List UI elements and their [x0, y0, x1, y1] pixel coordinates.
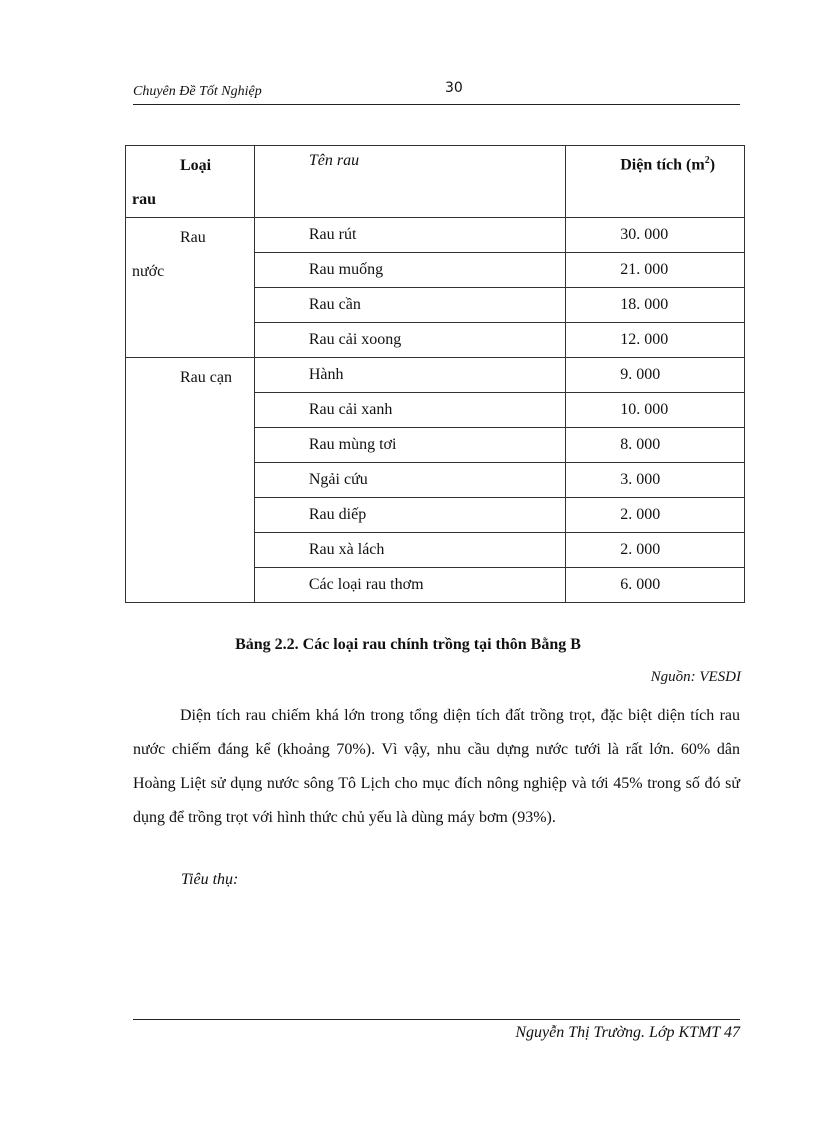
- area-cell: 18. 000: [566, 288, 745, 323]
- category-line2: nước: [132, 263, 165, 280]
- table-row: [126, 218, 745, 253]
- page-header: [133, 80, 740, 105]
- table-source: Nguồn: VESDI: [650, 669, 741, 685]
- area-cell: 30. 000: [566, 218, 745, 253]
- table-header-row: [126, 146, 745, 218]
- header-area-close: ): [709, 156, 716, 174]
- header-area-label: Diện tích (m: [620, 156, 705, 174]
- header-area-sup: 2: [704, 155, 710, 166]
- header-type-line1: Loại: [180, 157, 212, 174]
- category-line1: Rau: [180, 229, 206, 246]
- category-line1: Rau cạn: [180, 369, 232, 386]
- subheading: Tiêu thụ:: [181, 871, 239, 888]
- area-cell: 21. 000: [566, 253, 745, 288]
- area-cell: 10. 000: [566, 393, 745, 428]
- area-cell: 9. 000: [566, 358, 745, 393]
- header-vegetable-type: [126, 146, 255, 218]
- page-footer: [133, 1019, 740, 1041]
- vegetable-name-cell: Rau mùng tơi: [254, 428, 565, 463]
- page-number: 30: [445, 80, 463, 96]
- vegetable-name-cell: Ngải cứu: [254, 463, 565, 498]
- vegetable-name-cell: Rau cần: [254, 288, 565, 323]
- table-row: [126, 358, 745, 393]
- vegetable-name-cell: Rau cải xoong: [254, 323, 565, 358]
- vegetable-name-cell: Rau rút: [254, 218, 565, 253]
- table-caption: Bảng 2.2. Các loại rau chính trồng tại thôn Bằng B: [235, 636, 581, 653]
- header-type-line2: rau: [132, 191, 156, 208]
- header-title: Chuyên Đề Tốt Nghiệp: [133, 84, 262, 99]
- area-cell: 8. 000: [566, 428, 745, 463]
- area-cell: 3. 000: [566, 463, 745, 498]
- area-cell: 2. 000: [566, 533, 745, 568]
- vegetable-name-cell: Rau muống: [254, 253, 565, 288]
- category-cell: [126, 358, 255, 603]
- vegetable-name-cell: Rau diếp: [254, 498, 565, 533]
- vegetable-name-cell: Rau cải xanh: [254, 393, 565, 428]
- vegetable-name-cell: Hành: [254, 358, 565, 393]
- header-area: [566, 146, 745, 218]
- area-cell: 6. 000: [566, 568, 745, 603]
- vegetable-name-cell: Các loại rau thơm: [254, 568, 565, 603]
- vegetable-name-cell: Rau xà lách: [254, 533, 565, 568]
- header-vegetable-name: Tên rau: [254, 146, 565, 218]
- area-cell: 2. 000: [566, 498, 745, 533]
- category-cell: [126, 218, 255, 358]
- body-paragraph: Diện tích rau chiếm khá lớn trong tổng diện tích đất trồng trọt, đặc biệt diện tích rau nước chiếm đáng kể (khoảng 70%). Vì vậy, nhu cầu dựng nước tưới là rất lớn. 60% dân Hoàng Liệt sử dụng nước sông Tô Lịch cho mục đích nông nghiệp và tới 45% trong số đó sử dụng để trồng trọt với hình thức chủ yếu là dùng máy bơm (93%).: [133, 707, 740, 826]
- area-cell: 12. 000: [566, 323, 745, 358]
- vegetable-table: [125, 145, 745, 603]
- footer-author: Nguyễn Thị Trường. Lớp KTMT 47: [515, 1024, 740, 1041]
